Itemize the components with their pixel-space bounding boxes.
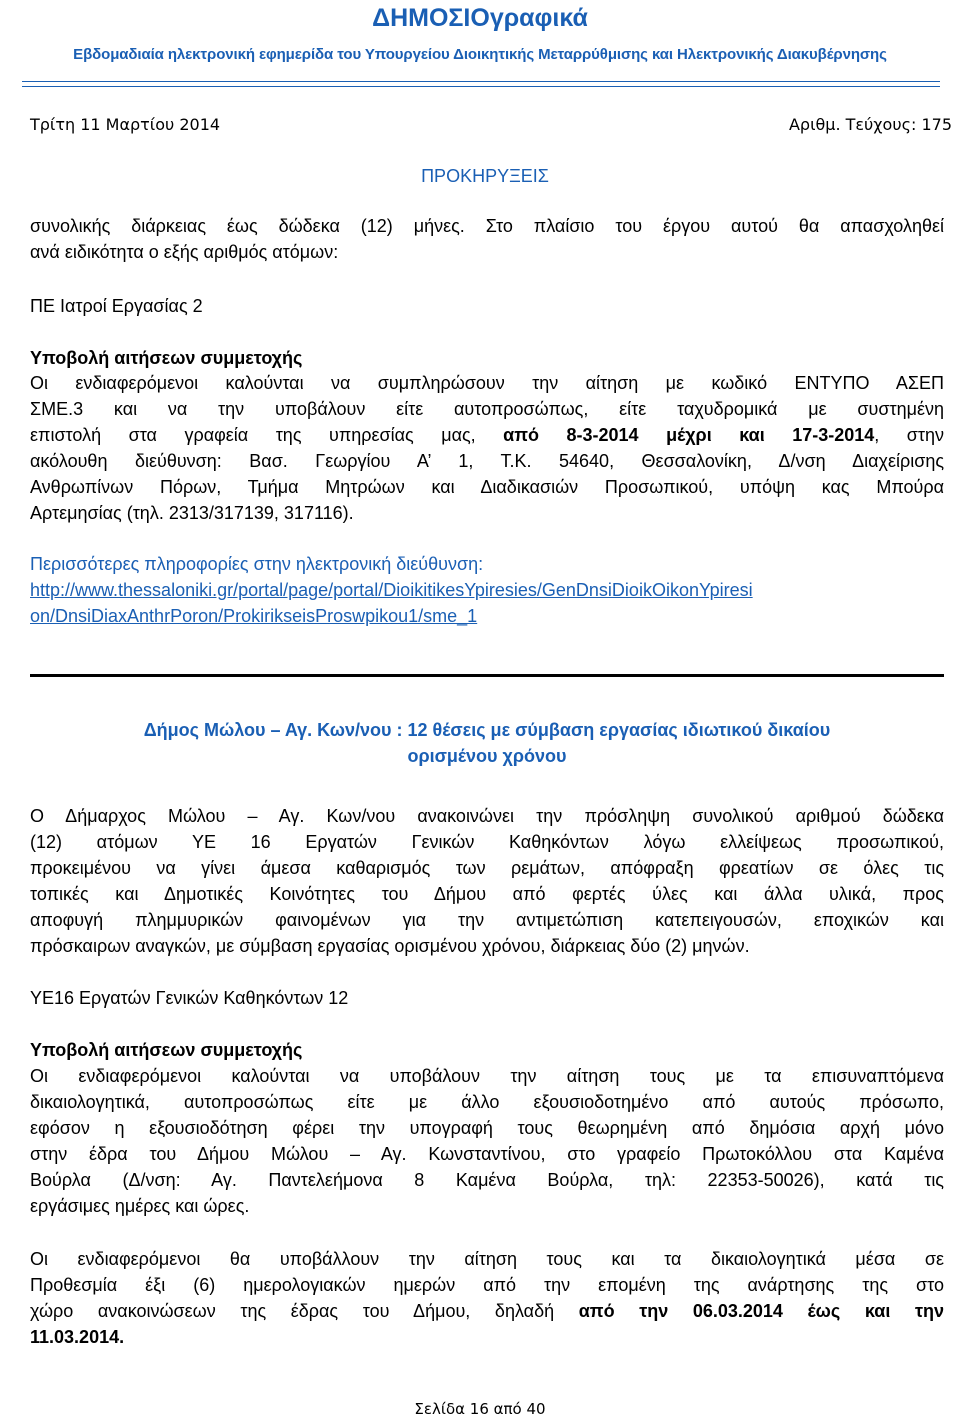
notice-heading: Δήμος Μώλου – Αγ. Κων/νου : 12 θέσεις με σύμβαση εργασίας ιδιωτικού δικαίου — [143, 720, 831, 740]
specialty-line: ΠΕ Ιατροί Εργασίας 2 — [30, 296, 203, 316]
specialty-line: ΥΕ16 Εργατών Γενικών Καθηκόντων 12 — [30, 988, 349, 1008]
application-period: από 8-3-2014 μέχρι και 17-3-2014 — [503, 425, 875, 445]
body-line: ακόλουθη διεύθυνση: Βασ. Γεωργίου Α’ 1, Τ.Κ. 54640, Θεσσαλονίκη, Δ/νση Διαχείρισης — [30, 451, 944, 471]
deadline-end-date: 11.03.2014. — [30, 1327, 125, 1347]
body-line: ανά ειδικότητα ο εξής αριθμός ατόμων: — [30, 242, 339, 262]
body-line: δικαιολογητικά, αυτοπροσώπως είτε με άλλο εξουσιοδοτημένο από αυτούς πρόσωπο, — [30, 1092, 944, 1112]
issue-number: Αριθμ. Τεύχους: 175 — [788, 115, 952, 134]
masthead-title: ΔΗΜΟΣΙΟγραφικά — [372, 4, 588, 32]
body-line: Αρτεμησίας (τηλ. 2313/317139, 317116). — [30, 503, 354, 523]
body-line: ΣΜΕ.3 και να την υποβάλουν είτε αυτοπροσώπως, είτε ταχυδρομικά με συστημένη — [30, 399, 944, 419]
body-line-with-dates — [30, 424, 944, 446]
info-link-part1[interactable]: http://www.thessaloniki.gr/portal/page/portal/DioikitikesYpiresies/GenDnsiDioikOikonYpiresi — [30, 580, 753, 600]
section-label: ΠΡΟΚΗΡΥΞΕΙΣ — [421, 166, 549, 186]
issue-line — [30, 115, 952, 134]
submission-heading: Υποβολή αιτήσεων συμμετοχής — [30, 348, 303, 368]
text-run: χώρο ανακοινώσεων της έδρας του Δήμου, δηλαδή — [30, 1301, 579, 1321]
more-info-label: Περισσότερες πληροφορίες στην ηλεκτρονική διεύθυνση: — [30, 554, 484, 574]
body-line: (12) ατόμων ΥΕ 16 Εργατών Γενικών Καθηκόντων λόγω ελλείψεως προσωπικού, — [30, 832, 944, 852]
page-number: Σελίδα 16 από 40 — [414, 1400, 546, 1418]
notice-heading-continued: ορισμένου χρόνου — [407, 746, 567, 766]
submission-heading: Υποβολή αιτήσεων συμμετοχής — [30, 1040, 303, 1060]
issue-date: Τρίτη 11 Μαρτίου 2014 — [30, 115, 221, 134]
body-line: συνολικής διάρκειας έως δώδεκα (12) μήνες. Στο πλαίσιο του έργου αυτού θα απασχοληθεί — [30, 216, 944, 236]
text-run: επιστολή στα γραφεία της υπηρεσίας μας, — [30, 425, 504, 445]
body-line-with-dates — [30, 1300, 944, 1322]
body-line: Οι ενδιαφερόμενοι καλούνται να υποβάλουν την αίτηση τους με τα επισυναπτόμενα — [30, 1066, 944, 1086]
body-line: Ο Δήμαρχος Μώλου – Αγ. Κων/νου ανακοινώνει την πρόσληψη συνολικού αριθμού δώδεκα — [30, 806, 944, 826]
text-run: , στην — [874, 425, 944, 445]
body-line: Βούρλα (Δ/νση: Αγ. Παντελεήμονα 8 Καμένα Βούρλα, τηλ: 22353-50026), κατά τις — [30, 1170, 944, 1190]
deadline-dates: από την 06.03.2014 έως και την — [578, 1301, 944, 1321]
info-link-part2[interactable]: on/DnsiDiaxAnthrPoron/ProkirikseisProswpikou1/sme_1 — [30, 606, 478, 626]
body-line: Οι ενδιαφερόμενοι θα υποβάλλουν την αίτηση τους και τα δικαιολογητικά μέσα σε — [30, 1249, 944, 1269]
body-line: εργάσιμες ημέρες και ώρες. — [30, 1196, 250, 1216]
masthead-rule-bottom — [22, 86, 940, 87]
masthead-rule-top — [22, 81, 940, 82]
body-line: πρόσκαιρων αναγκών, με σύμβαση εργασίας ορισμένου χρόνου, διάρκειας δύο (2) μηνών. — [30, 936, 750, 956]
body-line: τοπικές και Δημοτικές Κοινότητες του Δήμου από φερτές ύλες και άλλα υλικά, προς — [30, 884, 944, 904]
body-line: Οι ενδιαφερόμενοι καλούνται να συμπληρώσουν την αίτηση με κωδικό ΕΝΤΥΠΟ ΑΣΕΠ — [30, 373, 944, 393]
body-line: στην έδρα του Δήμου Μώλου – Αγ. Κωνσταντίνου, στο γραφείο Πρωτοκόλλου στα Καμένα — [30, 1144, 944, 1164]
masthead-subtitle: Εβδομαδιαία ηλεκτρονική εφημερίδα του Υπουργείου Διοικητικής Μεταρρύθμισης και Ηλεκτρονικής Διακυβέρνησης — [73, 46, 887, 63]
body-line: προκειμένου να γίνει άμεσα καθαρισμός των ρεμάτων, απόφραξη φρεατίων σε όλες τις — [30, 858, 944, 878]
notice-separator — [30, 674, 944, 677]
body-line: εφόσον η εξουσιοδότηση φέρει την υπογραφή τους θεωρημένη από δημόσια αρχή μόνο — [30, 1118, 944, 1138]
body-line: Προθεσμία έξι (6) ημερολογιακών ημερών από την επομένη της ανάρτησης της στο — [30, 1275, 944, 1295]
body-line: αποφυγή πλημμυρικών φαινομένων για την αντιμετώπιση κατεπειγουσών, εποχικών και — [30, 910, 944, 930]
body-line: Ανθρωπίνων Πόρων, Τμήμα Μητρώων και Διαδικασιών Προσωπικού, υπόψη κας Μπούρα — [30, 477, 944, 497]
